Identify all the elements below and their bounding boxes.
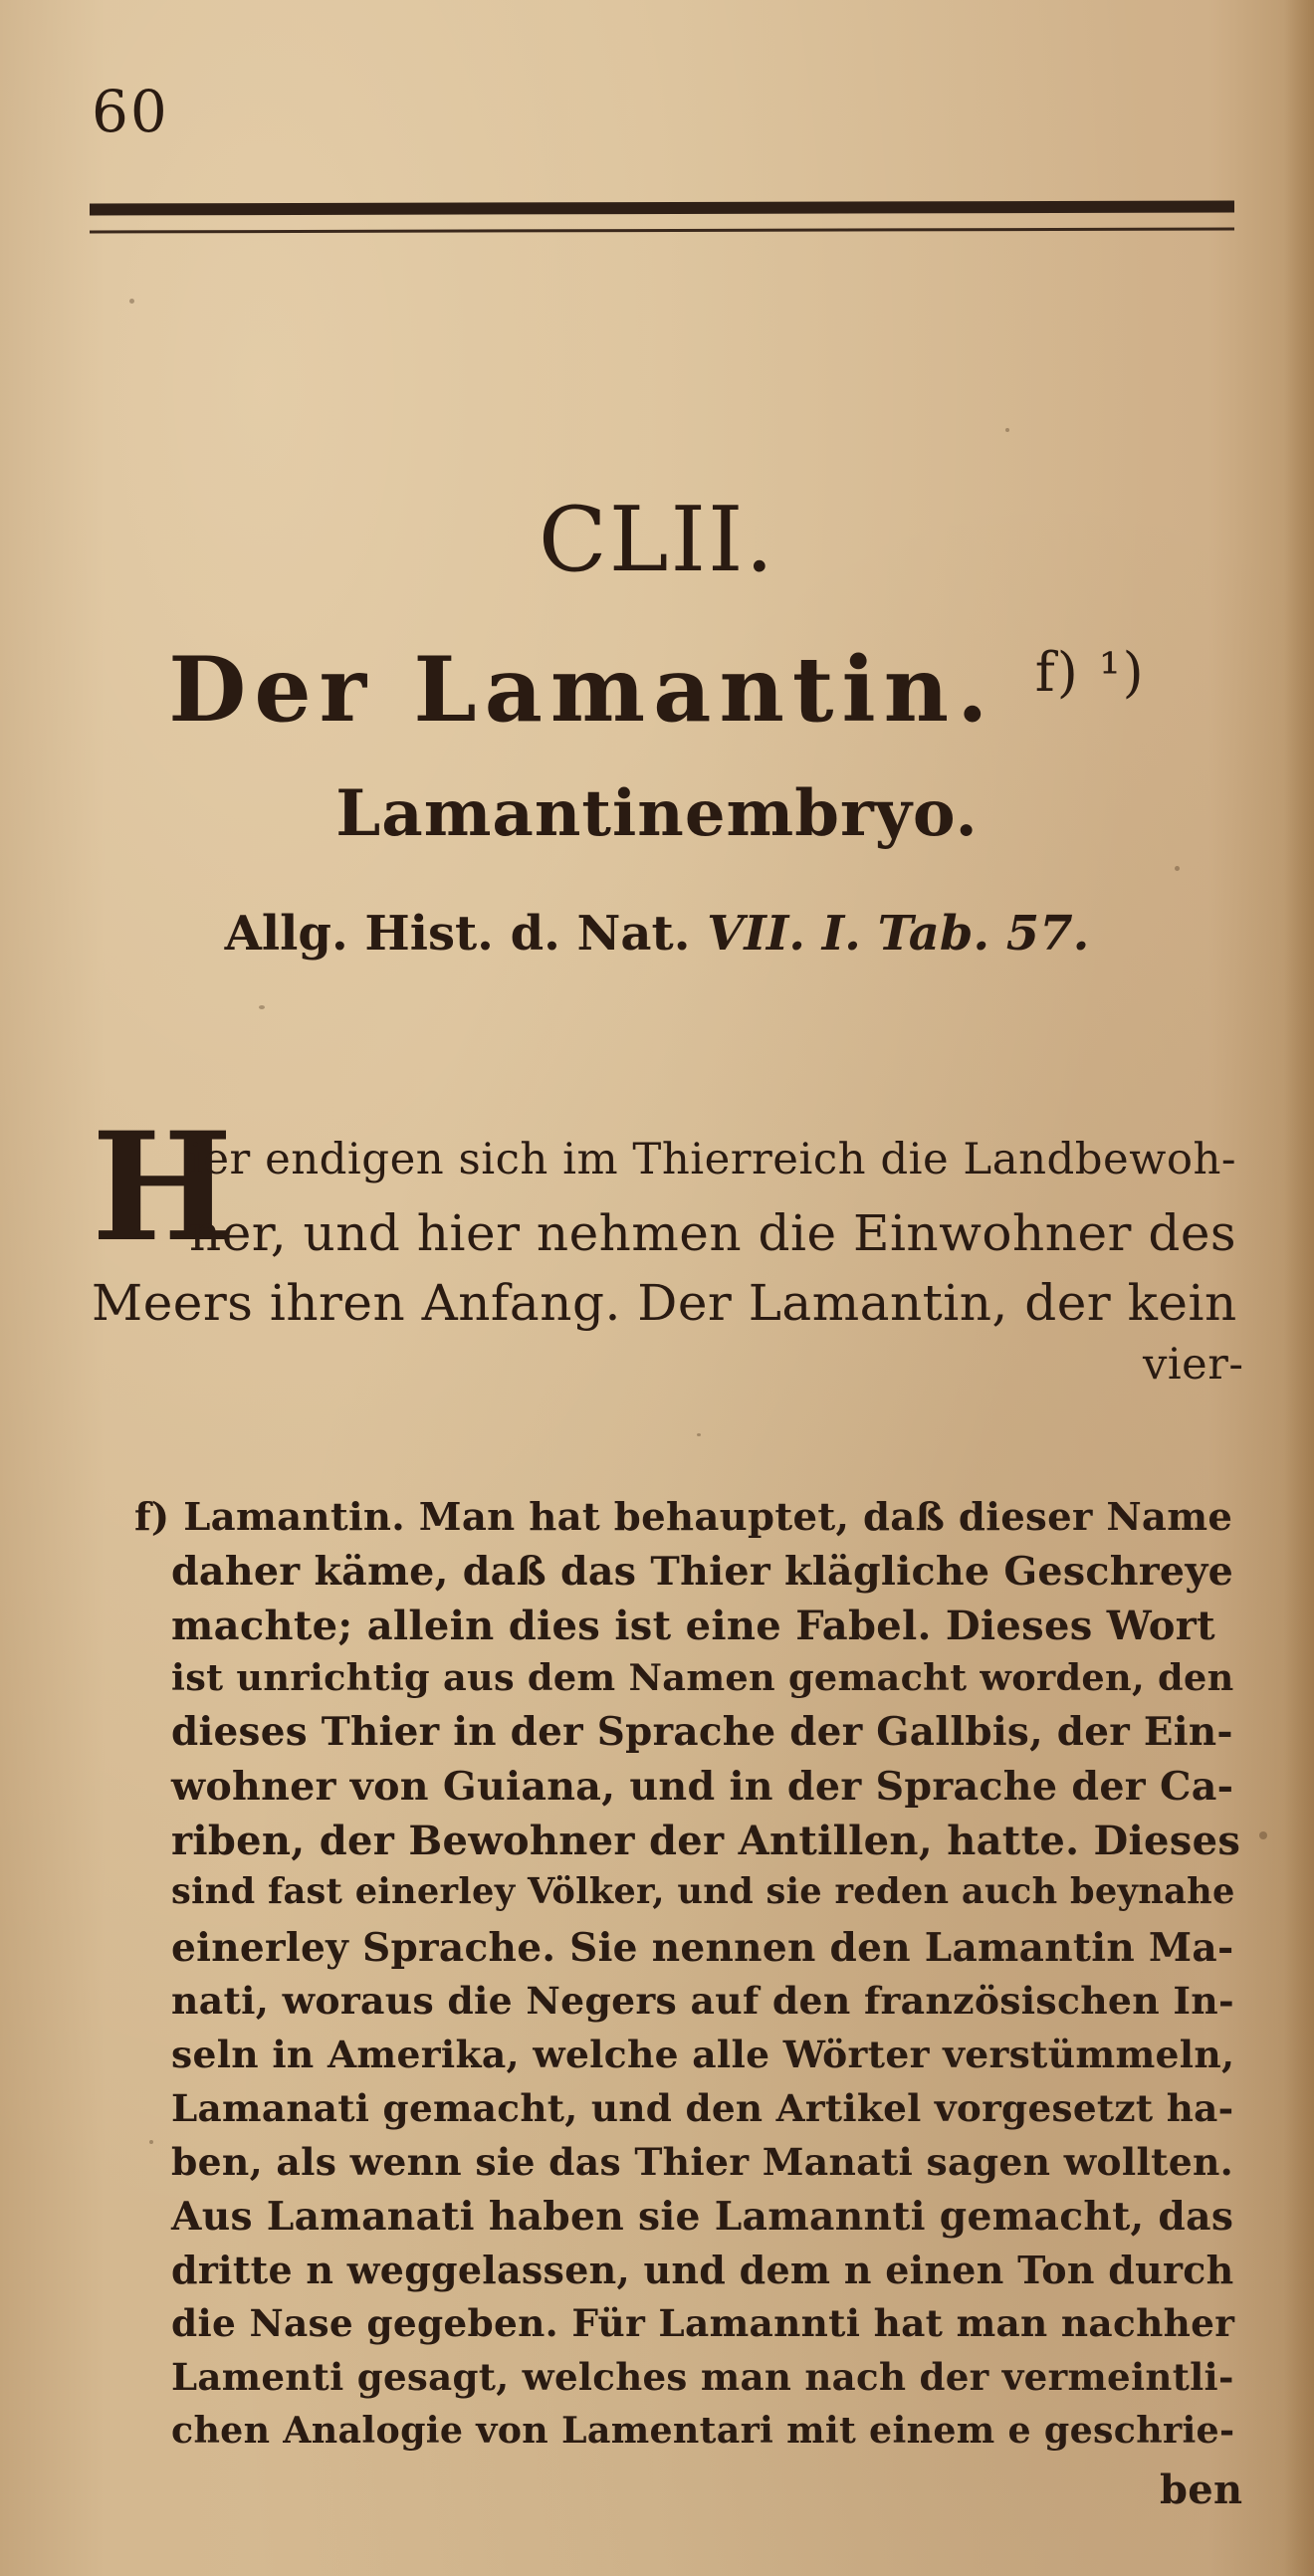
paper-speck	[129, 299, 134, 304]
footnote-line: die Nase gegeben. Für Lamannti hat man nachher	[171, 2301, 1235, 2345]
footnote-line: f) Lamantin. Man hat behauptet, daß dieser Name	[134, 1495, 1233, 1540]
footnote-line: Lamanati gemacht, und den Artikel vorgesetzt ha-	[171, 2086, 1234, 2130]
section-reference	[0, 906, 1314, 962]
footnote-line: ben, als wenn sie das Thier Manati sagen wollten.	[171, 2140, 1234, 2184]
footnote-line: ist unrichtig aus dem Namen gemacht worden, den	[171, 1656, 1234, 1699]
body-line: Meers ihren Anfang. Der Lamantin, der kein	[92, 1274, 1237, 1332]
paper-speck	[697, 1433, 701, 1436]
section-numeral: CLII.	[538, 488, 776, 592]
section-title-note: f) ¹)	[1034, 641, 1146, 704]
body-line: ier endigen sich im Thierreich die Landbewoh-	[189, 1135, 1237, 1184]
footnote-line: chen Analogie von Lamentari mit einem e geschrie-	[171, 2409, 1235, 2452]
section-title-text: Der Lamantin.	[168, 637, 996, 743]
footnote-line: wohner von Guiana, und in der Sprache der Ca-	[171, 1764, 1234, 1810]
paper-speck	[149, 2140, 153, 2144]
page-number: 60	[92, 78, 169, 145]
header-rule-thin	[90, 227, 1234, 233]
footnote-line: dritte n weggelassen, und dem n einen Ton durch	[171, 2248, 1234, 2292]
section-subtitle: Lamantinembryo.	[335, 776, 979, 851]
footnote-line: daher käme, daß das Thier klägliche Geschreye	[171, 1549, 1234, 1595]
paper-speck	[1005, 428, 1009, 432]
paper-speck	[1175, 866, 1180, 871]
footnote-line: Lamenti gesagt, welches man nach der vermeintli-	[171, 2355, 1234, 2399]
section-title	[0, 637, 1314, 743]
body-line: ner, und hier nehmen die Einwohner des	[189, 1204, 1237, 1262]
footnote-line: sind fast einerley Völker, und sie reden auch beynahe	[171, 1871, 1235, 1912]
footnote-line: seln in Amerika, welche alle Wörter verstümmeln,	[171, 2033, 1235, 2076]
page-edge-shadow	[1284, 0, 1314, 2576]
footnote-line: nati, woraus die Negers auf den französischen In-	[171, 1979, 1234, 2023]
paper-speck	[259, 1005, 265, 1009]
footnote-line: machte; allein dies ist eine Fabel. Dieses Wort	[171, 1603, 1215, 1649]
paper-speck	[1259, 1831, 1267, 1839]
footnote-line: einerley Sprache. Sie nennen den Lamantin Ma-	[171, 1925, 1234, 1971]
footnote-line: riben, der Bewohner der Antillen, hatte. Dieses	[171, 1818, 1241, 1864]
footnote-catchword: ben	[1160, 2467, 1243, 2513]
body-catchword: vier-	[1143, 1340, 1244, 1390]
drop-cap: H	[92, 1100, 233, 1275]
header-rule-thick	[90, 200, 1234, 215]
reference-prefix: Allg. Hist. d. Nat.	[224, 906, 691, 962]
reference-italic: VII. I. Tab. 57.	[707, 906, 1090, 962]
footnote-line: Aus Lamanati haben sie Lamannti gemacht, das	[171, 2194, 1234, 2240]
footnote-line: dieses Thier in der Sprache der Gallbis, der Ein-	[171, 1710, 1233, 1755]
